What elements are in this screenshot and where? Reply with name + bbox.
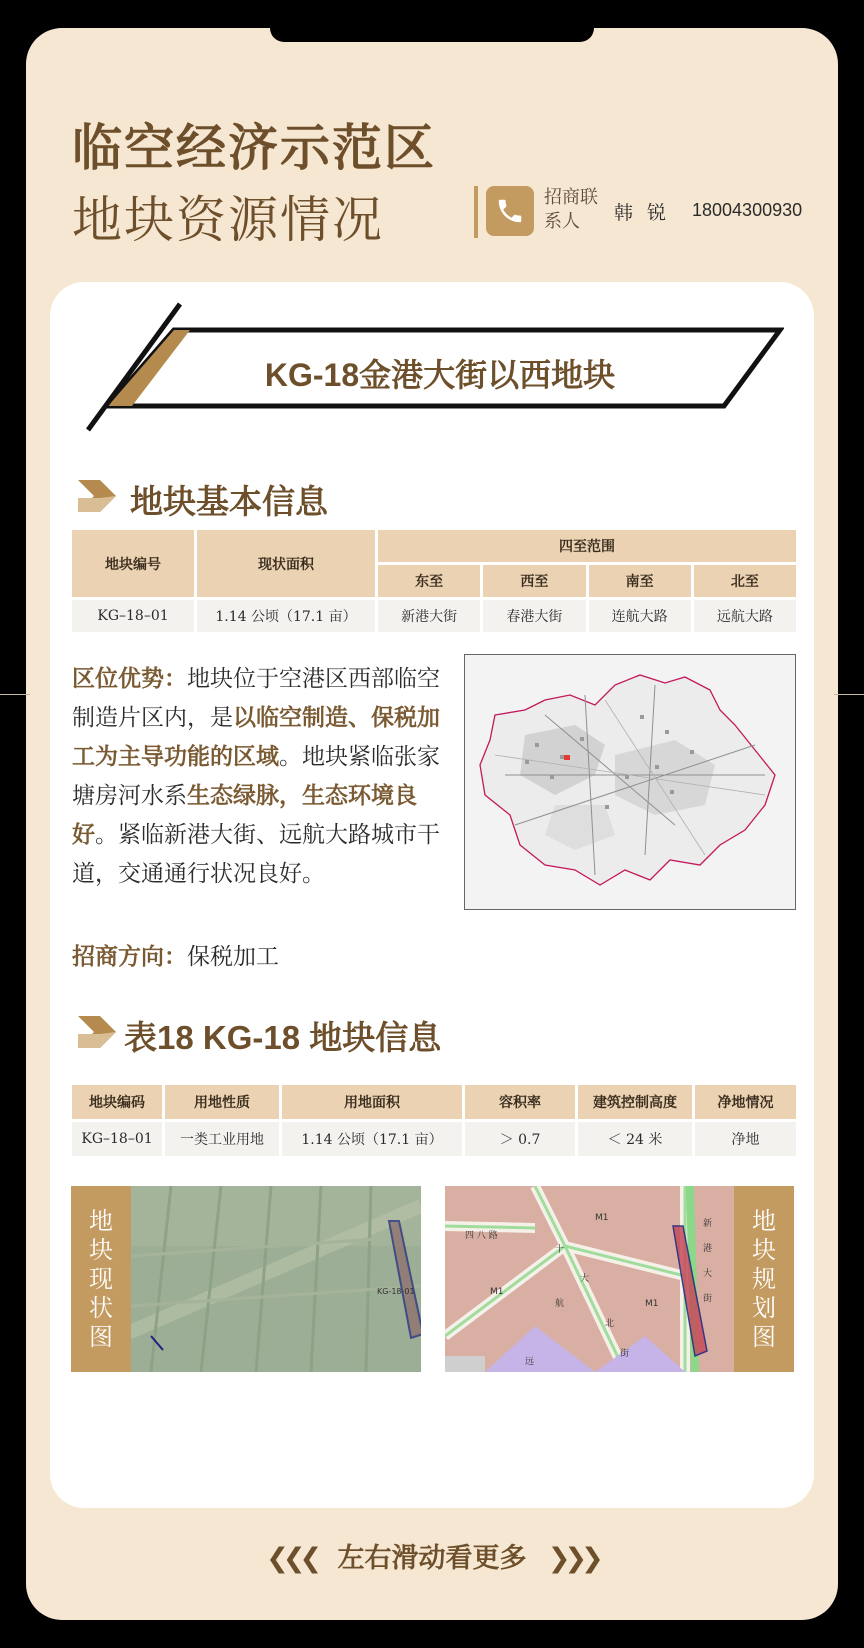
banner-title: KG-18金港大街以西地块 bbox=[264, 357, 616, 393]
planning-label bbox=[734, 1186, 794, 1372]
advantage-text-1: 地块位于空港区西部临空制造片区内，是 bbox=[72, 666, 440, 731]
cell-land-area: 1.14 公顷（17.1 亩） bbox=[282, 1122, 462, 1156]
cell-clearance: 净地 bbox=[695, 1122, 796, 1156]
plan-tag-char-4: 北 bbox=[605, 1319, 615, 1329]
direction-value: 保税加工 bbox=[187, 944, 279, 970]
th-parcel-no: 地块编号 bbox=[72, 530, 194, 597]
page-subtitle: 地块资源情况 bbox=[72, 191, 384, 249]
basic-info-table bbox=[69, 527, 799, 635]
plan-tag-m1-c: M1 bbox=[645, 1299, 659, 1309]
th-east: 东至 bbox=[378, 565, 480, 597]
cell-height-limit: ＜ 24 米 bbox=[578, 1122, 692, 1156]
plan-tag-char-6: 远 bbox=[525, 1357, 535, 1367]
th-west: 西至 bbox=[483, 565, 585, 597]
contact-label: 招商联系人 bbox=[544, 187, 598, 232]
contact-divider bbox=[474, 186, 478, 238]
contact-name: 韩 锐 bbox=[614, 202, 671, 224]
table-row bbox=[72, 1122, 796, 1156]
advantage-text-2: 。地块紧临张家塘房河水系 bbox=[72, 744, 440, 809]
advantage-highlight-2: 生态绿脉，生态环境良好 bbox=[72, 783, 417, 848]
swipe-hint-text: 左右滑动看更多 bbox=[337, 1543, 527, 1574]
th-plot-ratio: 容积率 bbox=[465, 1085, 575, 1119]
current-status-photo[interactable] bbox=[131, 1186, 421, 1372]
plan-tag-m1-a: M1 bbox=[595, 1213, 609, 1223]
plan-tag-road: 四 八 路 bbox=[465, 1231, 498, 1241]
plan-tag-char-3: 航 bbox=[555, 1299, 565, 1309]
location-map[interactable] bbox=[464, 654, 796, 910]
th-area: 现状面积 bbox=[197, 530, 375, 597]
plan-tag-char-5: 街 bbox=[620, 1349, 630, 1359]
table-row bbox=[72, 600, 796, 632]
cell-plot-ratio: ＞ 0.7 bbox=[465, 1122, 575, 1156]
divider-right bbox=[834, 694, 864, 695]
th-bounds: 四至范围 bbox=[378, 530, 796, 562]
page-title: 临空经济示范区 bbox=[72, 119, 436, 177]
parcel-info-table bbox=[69, 1082, 799, 1159]
th-south: 南至 bbox=[589, 565, 691, 597]
cell-east: 新港大街 bbox=[378, 600, 480, 632]
plan-tag-char-8: 港 bbox=[703, 1244, 713, 1254]
chevron-right-icon bbox=[78, 1016, 118, 1048]
contact-phone[interactable]: 18004300930 bbox=[692, 200, 803, 220]
plan-tag-char-10: 街 bbox=[703, 1294, 713, 1304]
cell-land-use: 一类工业用地 bbox=[165, 1122, 279, 1156]
planning-label-text: 地块规划图 bbox=[752, 1206, 776, 1351]
current-status-label-text: 地块现状图 bbox=[89, 1206, 113, 1351]
phone-icon[interactable] bbox=[486, 186, 534, 236]
cell-west: 春港大街 bbox=[483, 600, 585, 632]
chevrons-left-icon: ❮❮❮ bbox=[266, 1543, 317, 1574]
advantage-text-3: 。紧临新港大街、远航大路城市干道，交通通行状况良好。 bbox=[72, 822, 440, 887]
swipe-hint[interactable] bbox=[0, 1536, 864, 1575]
plan-tag-char-9: 大 bbox=[703, 1269, 713, 1279]
investment-direction bbox=[72, 938, 279, 971]
cell-parcel-no: KG–18–01 bbox=[72, 600, 194, 632]
advantage-label: 区位优势： bbox=[72, 666, 187, 692]
plan-tag-char-7: 新 bbox=[703, 1219, 713, 1229]
section-basic-info-heading: 地块基本信息 bbox=[130, 482, 328, 521]
chevrons-right-icon: ❯❯❯ bbox=[547, 1543, 598, 1574]
direction-label: 招商方向： bbox=[72, 944, 187, 970]
plan-tag-char-2: 大 bbox=[580, 1274, 590, 1284]
th-clearance: 净地情况 bbox=[695, 1085, 796, 1119]
section-table-heading: 表18 KG-18 地块信息 bbox=[124, 1019, 442, 1056]
th-height-limit: 建筑控制高度 bbox=[578, 1085, 692, 1119]
divider-left bbox=[0, 694, 30, 695]
cell-south: 连航大路 bbox=[589, 600, 691, 632]
planning-map[interactable] bbox=[445, 1186, 735, 1372]
th-land-use: 用地性质 bbox=[165, 1085, 279, 1119]
current-parcel-tag: KG-18-01 bbox=[377, 1287, 415, 1296]
location-advantage-text bbox=[72, 660, 444, 894]
th-land-area: 用地面积 bbox=[282, 1085, 462, 1119]
chevron-right-icon bbox=[78, 480, 118, 512]
cell-parcel-code: KG–18–01 bbox=[72, 1122, 162, 1156]
plan-tag-char-1: 十 bbox=[555, 1245, 565, 1255]
cell-north: 远航大路 bbox=[694, 600, 796, 632]
advantage-highlight-1: 以临空制造、保税加工为主导功能的区域 bbox=[72, 705, 440, 770]
plan-tag-m1-b: M1 bbox=[490, 1287, 504, 1297]
th-north: 北至 bbox=[694, 565, 796, 597]
current-status-label bbox=[71, 1186, 131, 1372]
cell-area: 1.14 公顷（17.1 亩） bbox=[197, 600, 375, 632]
screen-notch bbox=[270, 28, 594, 42]
th-parcel-code: 地块编码 bbox=[72, 1085, 162, 1119]
